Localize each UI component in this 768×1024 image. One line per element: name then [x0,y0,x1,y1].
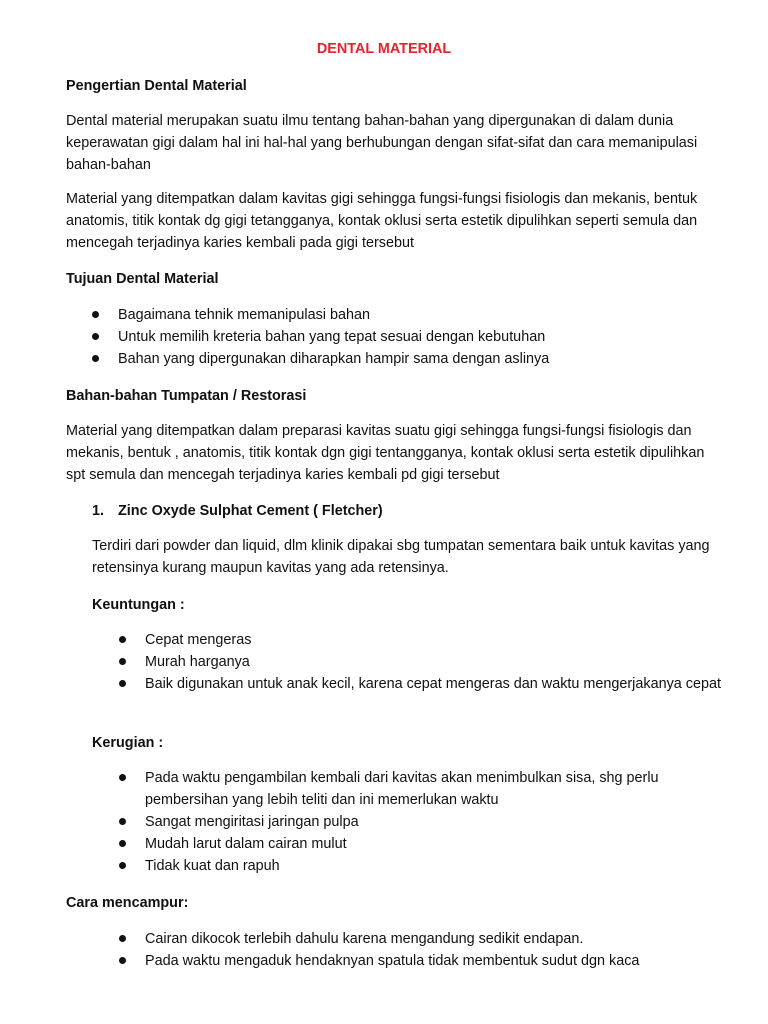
list-item: Sangat mengiritasi jaringan pulpa [119,811,719,833]
list-item: Pada waktu mengaduk hendaknyan spatula tidak membentuk sudut dgn kaca [119,950,729,972]
document-title: DENTAL MATERIAL [316,41,452,57]
list-item: Mudah larut dalam cairan mulut [119,833,719,855]
heading-tujuan: Tujuan Dental Material [66,271,219,287]
heading-bahan-tumpatan: Bahan-bahan Tumpatan / Restorasi [66,388,307,404]
list-kerugian [119,767,719,877]
list-item: Tidak kuat dan rapuh [119,855,719,877]
list-item: Bahan yang dipergunakan diharapkan hampir sama dengan aslinya [92,348,732,370]
list-item: Pada waktu pengambilan kembali dari kavitas akan menimbulkan sisa, shg perlu pembersihan yang lebih teliti dan ini memerlukan waktu [119,767,719,811]
list-number: 1. [92,503,105,519]
list-item: Baik digunakan untuk anak kecil, karena cepat mengeras dan waktu mengerjakanya cepat [119,673,729,695]
list-item: Murah harganya [119,651,729,673]
list-tujuan [92,304,732,370]
label-keuntungan: Keuntungan : [92,597,185,613]
numbered-heading-zinc-oxyde [92,500,383,522]
label-kerugian: Kerugian : [92,735,164,751]
paragraph-zinc-description: Terdiri dari powder dan liquid, dlm klinik dipakai sbg tumpatan sementara baik untuk kavitas yang retensinya kurang maupun kavitas yang ada retensinya. [92,538,710,576]
list-item: Untuk memilih kreteria bahan yang tepat sesuai dengan kebutuhan [92,326,732,348]
heading-pengertian: Pengertian Dental Material [66,78,247,94]
list-item: Cairan dikocok terlebih dahulu karena mengandung sedikit endapan. [119,928,729,950]
list-cara-mencampur [119,928,729,972]
list-keuntungan [119,629,729,695]
paragraph-restorasi: Material yang ditempatkan dalam preparasi kavitas suatu gigi sehingga fungsi-fungsi fisiologis dan mekanis, bentuk , anatomis, titik kontak dgn gigi tentangganya, kontak oklusi serta estetik dipulihkan spt semula dan mencegah terjadinya karies kembali pd gigi tersebut [66,423,705,483]
numbered-heading-text: Zinc Oxyde Sulphat Cement ( Fletcher) [118,503,383,519]
paragraph-material-description: Material yang ditempatkan dalam kavitas gigi sehingga fungsi-fungsi fisiologis dan mekanis, bentuk anatomis, titik kontak dg gigi tetangganya, kontak oklusi serta estetik dipulihkan seperti semula dan mencegah terjadinya karies kembali pada gigi tersebut [66,191,698,251]
list-item: Bagaimana tehnik memanipulasi bahan [92,304,732,326]
list-item: Cepat mengeras [119,629,729,651]
heading-cara-mencampur: Cara mencampur: [66,895,189,911]
paragraph-definition: Dental material merupakan suatu ilmu tentang bahan-bahan yang dipergunakan di dalam dunia keperawatan gigi dalam hal ini hal-hal yang berhubungan dengan sifat-sifat dan cara memanipulasi bahan-bahan [66,113,698,173]
